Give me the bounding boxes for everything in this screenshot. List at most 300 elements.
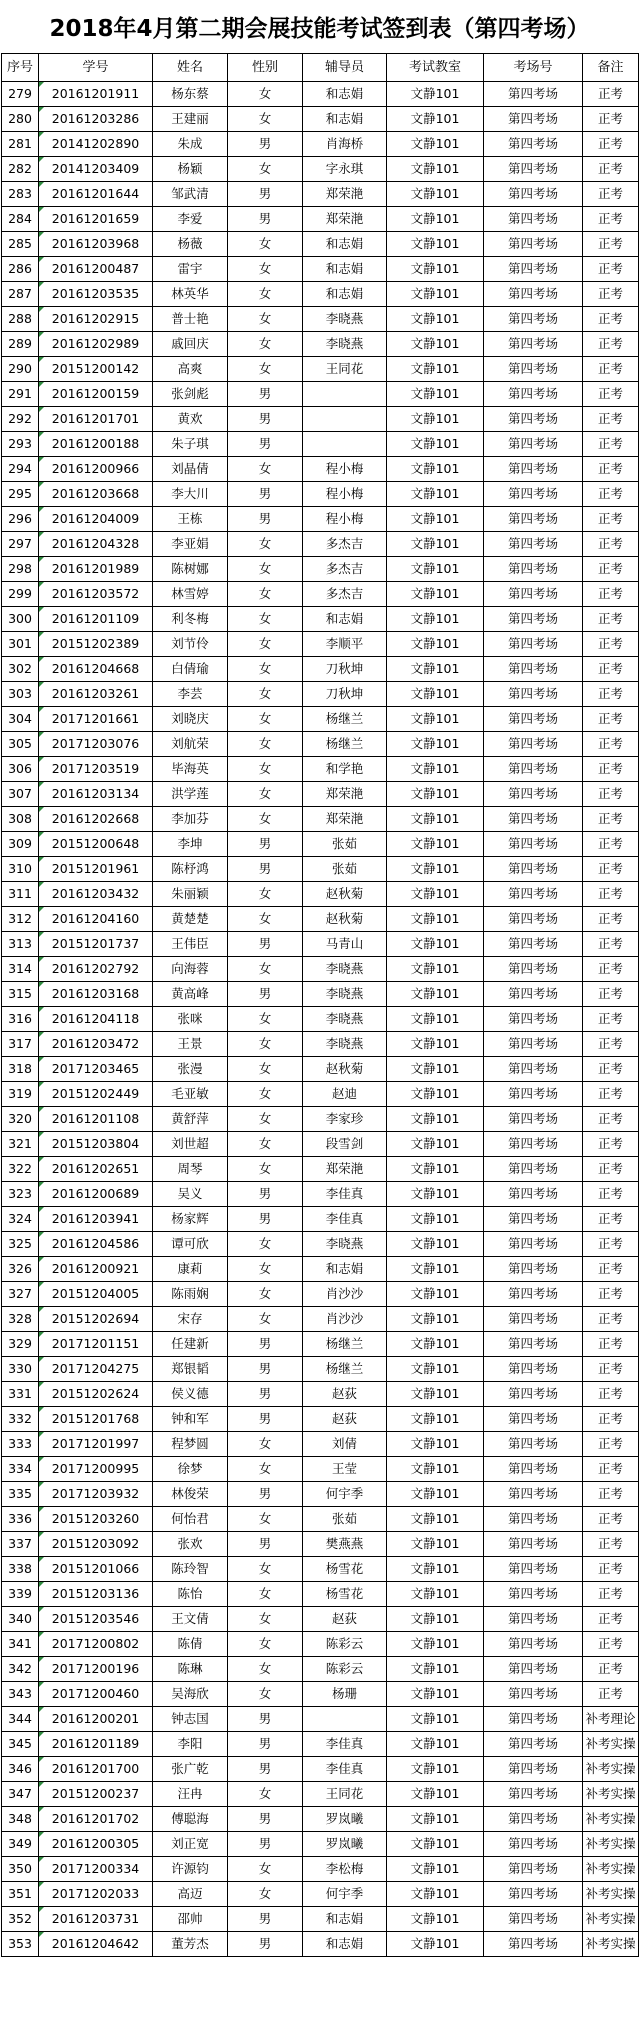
cell-gender: 女 (228, 732, 303, 757)
cell-name: 王伟臣 (153, 932, 228, 957)
cell-student-id: 20161203968 (39, 232, 153, 257)
cell-counselor: 杨珊 (303, 1682, 387, 1707)
cell-classroom: 文静101 (387, 932, 484, 957)
cell-gender: 男 (228, 1357, 303, 1382)
cell-gender: 男 (228, 1707, 303, 1732)
cell-counselor: 李晓燕 (303, 1032, 387, 1057)
header-cell-gender: 性别 (228, 54, 303, 82)
cell-gender: 男 (228, 1482, 303, 1507)
cell-exam-room: 第四考场 (484, 532, 583, 557)
cell-exam-room: 第四考场 (484, 757, 583, 782)
cell-remark: 正考 (583, 1007, 639, 1032)
table-row (2, 1332, 639, 1357)
cell-exam-room: 第四考场 (484, 857, 583, 882)
cell-seq: 325 (2, 1232, 39, 1257)
cell-seq: 349 (2, 1832, 39, 1857)
cell-remark: 正考 (583, 807, 639, 832)
cell-gender: 女 (228, 1132, 303, 1157)
cell-exam-room: 第四考场 (484, 507, 583, 532)
cell-counselor: 李晓燕 (303, 1232, 387, 1257)
table-row (2, 582, 639, 607)
cell-gender: 女 (228, 682, 303, 707)
cell-classroom: 文静101 (387, 1182, 484, 1207)
cell-remark: 正考 (583, 757, 639, 782)
cell-name: 王建丽 (153, 107, 228, 132)
cell-classroom: 文静101 (387, 1007, 484, 1032)
cell-student-id: 20161202915 (39, 307, 153, 332)
cell-seq: 287 (2, 282, 39, 307)
cell-counselor: 李顺平 (303, 632, 387, 657)
cell-student-id: 20161201189 (39, 1732, 153, 1757)
cell-exam-room: 第四考场 (484, 657, 583, 682)
cell-classroom: 文静101 (387, 1532, 484, 1557)
cell-exam-room: 第四考场 (484, 1682, 583, 1707)
table-row (2, 432, 639, 457)
cell-classroom: 文静101 (387, 182, 484, 207)
cell-seq: 350 (2, 1857, 39, 1882)
cell-name: 李爱 (153, 207, 228, 232)
cell-classroom: 文静101 (387, 1507, 484, 1532)
cell-seq: 351 (2, 1882, 39, 1907)
table-row (2, 457, 639, 482)
cell-remark: 正考 (583, 1507, 639, 1532)
table-row (2, 982, 639, 1007)
table-row (2, 932, 639, 957)
table-row (2, 1307, 639, 1332)
cell-exam-room: 第四考场 (484, 732, 583, 757)
table-row (2, 1132, 639, 1157)
cell-seq: 304 (2, 707, 39, 732)
cell-name: 陈玲智 (153, 1557, 228, 1582)
cell-exam-room: 第四考场 (484, 307, 583, 332)
table-row (2, 1857, 639, 1882)
cell-remark: 正考 (583, 857, 639, 882)
cell-classroom: 文静101 (387, 432, 484, 457)
cell-name: 林俊荣 (153, 1482, 228, 1507)
cell-gender: 男 (228, 432, 303, 457)
cell-remark: 正考 (583, 1307, 639, 1332)
cell-gender: 女 (228, 607, 303, 632)
cell-student-id: 20171203932 (39, 1482, 153, 1507)
cell-counselor: 和学艳 (303, 757, 387, 782)
cell-name: 张广乾 (153, 1757, 228, 1782)
cell-name: 王栋 (153, 507, 228, 532)
cell-counselor: 王同花 (303, 357, 387, 382)
cell-name: 宋存 (153, 1307, 228, 1332)
cell-seq: 327 (2, 1282, 39, 1307)
cell-classroom: 文静101 (387, 532, 484, 557)
cell-counselor: 李晓燕 (303, 982, 387, 1007)
cell-counselor: 杨继兰 (303, 1332, 387, 1357)
cell-seq: 302 (2, 657, 39, 682)
cell-student-id: 20161200921 (39, 1257, 153, 1282)
cell-remark: 正考 (583, 432, 639, 457)
table-row (2, 207, 639, 232)
cell-counselor: 和志娟 (303, 1907, 387, 1932)
cell-classroom: 文静101 (387, 1582, 484, 1607)
cell-seq: 330 (2, 1357, 39, 1382)
cell-counselor: 张茹 (303, 1507, 387, 1532)
table-row (2, 1432, 639, 1457)
cell-counselor: 陈彩云 (303, 1657, 387, 1682)
cell-remark: 正考 (583, 557, 639, 582)
cell-remark: 正考 (583, 932, 639, 957)
cell-student-id: 20171204275 (39, 1357, 153, 1382)
cell-remark: 正考 (583, 657, 639, 682)
cell-remark: 正考 (583, 1057, 639, 1082)
cell-seq: 291 (2, 382, 39, 407)
table-row (2, 1232, 639, 1257)
cell-seq: 308 (2, 807, 39, 832)
cell-classroom: 文静101 (387, 707, 484, 732)
cell-student-id: 20161204328 (39, 532, 153, 557)
cell-remark: 补考实操 (583, 1932, 639, 1957)
cell-remark: 正考 (583, 157, 639, 182)
cell-student-id: 20151203260 (39, 1507, 153, 1532)
cell-remark: 正考 (583, 257, 639, 282)
cell-name: 刘正宽 (153, 1832, 228, 1857)
cell-gender: 男 (228, 1807, 303, 1832)
cell-remark: 正考 (583, 1632, 639, 1657)
cell-exam-room: 第四考场 (484, 407, 583, 432)
cell-classroom: 文静101 (387, 1432, 484, 1457)
table-row (2, 507, 639, 532)
cell-classroom: 文静101 (387, 1157, 484, 1182)
cell-exam-room: 第四考场 (484, 1132, 583, 1157)
cell-remark: 正考 (583, 1282, 639, 1307)
table-row (2, 857, 639, 882)
cell-student-id: 20161203472 (39, 1032, 153, 1057)
cell-gender: 女 (228, 1432, 303, 1457)
cell-exam-room: 第四考场 (484, 1232, 583, 1257)
cell-student-id: 20151202389 (39, 632, 153, 657)
cell-name: 张咪 (153, 1007, 228, 1032)
cell-student-id: 20171200995 (39, 1457, 153, 1482)
cell-classroom: 文静101 (387, 582, 484, 607)
cell-exam-room: 第四考场 (484, 1157, 583, 1182)
cell-seq: 353 (2, 1932, 39, 1957)
cell-name: 陈琳 (153, 1657, 228, 1682)
cell-name: 邹武清 (153, 182, 228, 207)
table-row (2, 1682, 639, 1707)
sheet-title: 2018年4月第二期会展技能考试签到表（第四考场） (49, 16, 590, 42)
cell-student-id: 20171200802 (39, 1632, 153, 1657)
header-cell-student-id: 学号 (39, 54, 153, 82)
cell-gender: 女 (228, 357, 303, 382)
table-row (2, 1607, 639, 1632)
cell-name: 许源钧 (153, 1857, 228, 1882)
cell-seq: 313 (2, 932, 39, 957)
cell-student-id: 20161203286 (39, 107, 153, 132)
cell-student-id: 20161200201 (39, 1707, 153, 1732)
cell-student-id: 20171200196 (39, 1657, 153, 1682)
table-row (2, 707, 639, 732)
cell-exam-room: 第四考场 (484, 1357, 583, 1382)
cell-counselor: 和志娟 (303, 257, 387, 282)
cell-counselor (303, 1707, 387, 1732)
cell-counselor: 杨继兰 (303, 707, 387, 732)
cell-exam-room: 第四考场 (484, 1457, 583, 1482)
cell-student-id: 20161203261 (39, 682, 153, 707)
cell-exam-room: 第四考场 (484, 1382, 583, 1407)
cell-classroom: 文静101 (387, 1407, 484, 1432)
cell-gender: 男 (228, 1832, 303, 1857)
table-row (2, 82, 639, 107)
cell-name: 杨颖 (153, 157, 228, 182)
cell-student-id: 20161202989 (39, 332, 153, 357)
cell-name: 程梦圆 (153, 1432, 228, 1457)
cell-gender: 女 (228, 1882, 303, 1907)
cell-exam-room: 第四考场 (484, 1282, 583, 1307)
cell-student-id: 20151201737 (39, 932, 153, 957)
cell-exam-room: 第四考场 (484, 482, 583, 507)
cell-exam-room: 第四考场 (484, 1557, 583, 1582)
cell-counselor: 刀秋坤 (303, 657, 387, 682)
cell-seq: 295 (2, 482, 39, 507)
cell-seq: 341 (2, 1632, 39, 1657)
cell-name: 黄欢 (153, 407, 228, 432)
cell-exam-room: 第四考场 (484, 1782, 583, 1807)
cell-remark: 正考 (583, 732, 639, 757)
cell-student-id: 20161204586 (39, 1232, 153, 1257)
cell-counselor: 多杰吉 (303, 557, 387, 582)
table-row (2, 1507, 639, 1532)
cell-seq: 280 (2, 107, 39, 132)
table-row (2, 1882, 639, 1907)
table-row (2, 557, 639, 582)
cell-seq: 286 (2, 257, 39, 282)
table-row (2, 1482, 639, 1507)
cell-remark: 正考 (583, 382, 639, 407)
cell-name: 杨家辉 (153, 1207, 228, 1232)
cell-name: 陈怡 (153, 1582, 228, 1607)
cell-counselor: 和志娟 (303, 1257, 387, 1282)
cell-name: 李亚娟 (153, 532, 228, 557)
cell-exam-room: 第四考场 (484, 82, 583, 107)
cell-classroom: 文静101 (387, 1757, 484, 1782)
cell-classroom: 文静101 (387, 1032, 484, 1057)
cell-exam-room: 第四考场 (484, 1257, 583, 1282)
cell-exam-room: 第四考场 (484, 282, 583, 307)
cell-counselor: 刘倩 (303, 1432, 387, 1457)
cell-gender: 女 (228, 1557, 303, 1582)
cell-exam-room: 第四考场 (484, 782, 583, 807)
cell-name: 任建新 (153, 1332, 228, 1357)
cell-student-id: 20151203804 (39, 1132, 153, 1157)
table-row (2, 632, 639, 657)
cell-name: 陈杼鸿 (153, 857, 228, 882)
cell-remark: 正考 (583, 182, 639, 207)
cell-student-id: 20161203134 (39, 782, 153, 807)
cell-student-id: 20161203731 (39, 1907, 153, 1932)
cell-seq: 301 (2, 632, 39, 657)
cell-gender: 男 (228, 207, 303, 232)
cell-gender: 女 (228, 1507, 303, 1532)
cell-exam-room: 第四考场 (484, 1832, 583, 1857)
cell-remark: 正考 (583, 1657, 639, 1682)
cell-classroom: 文静101 (387, 607, 484, 632)
cell-gender: 女 (228, 1607, 303, 1632)
cell-gender: 女 (228, 907, 303, 932)
table-row (2, 807, 639, 832)
cell-name: 吴海欣 (153, 1682, 228, 1707)
cell-exam-room: 第四考场 (484, 1482, 583, 1507)
cell-remark: 正考 (583, 1107, 639, 1132)
cell-seq: 315 (2, 982, 39, 1007)
cell-counselor: 和志娟 (303, 282, 387, 307)
cell-remark: 正考 (583, 457, 639, 482)
cell-classroom: 文静101 (387, 1682, 484, 1707)
cell-name: 李大川 (153, 482, 228, 507)
cell-remark: 补考理论 (583, 1707, 639, 1732)
cell-classroom: 文静101 (387, 332, 484, 357)
cell-name: 刘晶倩 (153, 457, 228, 482)
cell-classroom: 文静101 (387, 1882, 484, 1907)
cell-gender: 男 (228, 182, 303, 207)
cell-classroom: 文静101 (387, 982, 484, 1007)
cell-classroom: 文静101 (387, 157, 484, 182)
cell-classroom: 文静101 (387, 1357, 484, 1382)
cell-counselor: 樊燕燕 (303, 1532, 387, 1557)
cell-counselor: 肖沙沙 (303, 1307, 387, 1332)
cell-student-id: 20171201151 (39, 1332, 153, 1357)
table-row (2, 882, 639, 907)
cell-exam-room: 第四考场 (484, 1032, 583, 1057)
cell-counselor: 李佳真 (303, 1207, 387, 1232)
cell-name: 张剑彪 (153, 382, 228, 407)
cell-classroom: 文静101 (387, 732, 484, 757)
cell-student-id: 20151202449 (39, 1082, 153, 1107)
cell-exam-room: 第四考场 (484, 1307, 583, 1332)
cell-counselor: 李晓燕 (303, 957, 387, 982)
cell-remark: 正考 (583, 282, 639, 307)
table-row (2, 332, 639, 357)
cell-remark: 正考 (583, 1607, 639, 1632)
cell-seq: 284 (2, 207, 39, 232)
cell-seq: 309 (2, 832, 39, 857)
cell-gender: 男 (228, 1757, 303, 1782)
cell-classroom: 文静101 (387, 657, 484, 682)
cell-seq: 342 (2, 1657, 39, 1682)
header-cell-remark: 备注 (583, 54, 639, 82)
cell-gender: 女 (228, 157, 303, 182)
table-row (2, 1257, 639, 1282)
cell-name: 刘节伶 (153, 632, 228, 657)
cell-name: 刘世超 (153, 1132, 228, 1157)
cell-name: 普士艳 (153, 307, 228, 332)
cell-classroom: 文静101 (387, 682, 484, 707)
cell-remark: 正考 (583, 1682, 639, 1707)
cell-classroom: 文静101 (387, 507, 484, 532)
cell-remark: 正考 (583, 232, 639, 257)
cell-exam-room: 第四考场 (484, 1507, 583, 1532)
table-row (2, 1457, 639, 1482)
cell-counselor: 杨继兰 (303, 1357, 387, 1382)
cell-name: 林英华 (153, 282, 228, 307)
cell-remark: 正考 (583, 82, 639, 107)
cell-gender: 男 (228, 407, 303, 432)
table-row (2, 1407, 639, 1432)
cell-counselor: 郑荣滟 (303, 182, 387, 207)
cell-remark: 正考 (583, 407, 639, 432)
header-row (2, 54, 639, 82)
table-row (2, 1582, 639, 1607)
cell-student-id: 20161202792 (39, 957, 153, 982)
cell-classroom: 文静101 (387, 1082, 484, 1107)
header-cell-exam-room: 考场号 (484, 54, 583, 82)
cell-seq: 294 (2, 457, 39, 482)
cell-counselor: 赵荻 (303, 1607, 387, 1632)
sign-in-table (1, 53, 639, 1957)
cell-name: 吴义 (153, 1182, 228, 1207)
cell-remark: 补考实操 (583, 1857, 639, 1882)
cell-exam-room: 第四考场 (484, 332, 583, 357)
cell-remark: 补考实操 (583, 1907, 639, 1932)
cell-gender: 男 (228, 482, 303, 507)
cell-gender: 女 (228, 332, 303, 357)
cell-gender: 女 (228, 957, 303, 982)
table-row (2, 1182, 639, 1207)
cell-seq: 348 (2, 1807, 39, 1832)
cell-remark: 正考 (583, 957, 639, 982)
cell-counselor: 赵荻 (303, 1382, 387, 1407)
cell-seq: 324 (2, 1207, 39, 1232)
table-row (2, 407, 639, 432)
cell-exam-room: 第四考场 (484, 107, 583, 132)
cell-student-id: 20161203535 (39, 282, 153, 307)
cell-counselor: 肖沙沙 (303, 1282, 387, 1307)
table-row (2, 1932, 639, 1957)
cell-counselor: 字永琪 (303, 157, 387, 182)
cell-exam-room: 第四考场 (484, 457, 583, 482)
cell-student-id: 20161200305 (39, 1832, 153, 1857)
cell-gender: 男 (228, 932, 303, 957)
cell-remark: 正考 (583, 1557, 639, 1582)
table-row (2, 957, 639, 982)
cell-gender: 女 (228, 782, 303, 807)
cell-gender: 男 (228, 507, 303, 532)
cell-counselor: 郑荣滟 (303, 207, 387, 232)
cell-remark: 补考实操 (583, 1807, 639, 1832)
cell-exam-room: 第四考场 (484, 1632, 583, 1657)
cell-name: 李加芬 (153, 807, 228, 832)
cell-student-id: 20161203432 (39, 882, 153, 907)
cell-classroom: 文静101 (387, 757, 484, 782)
cell-seq: 303 (2, 682, 39, 707)
cell-gender: 女 (228, 632, 303, 657)
cell-gender: 女 (228, 707, 303, 732)
cell-counselor: 多杰吉 (303, 582, 387, 607)
cell-exam-room: 第四考场 (484, 1707, 583, 1732)
cell-name: 张漫 (153, 1057, 228, 1082)
cell-classroom: 文静101 (387, 882, 484, 907)
cell-seq: 320 (2, 1107, 39, 1132)
cell-exam-room: 第四考场 (484, 432, 583, 457)
cell-seq: 288 (2, 307, 39, 332)
cell-seq: 338 (2, 1557, 39, 1582)
table-row (2, 1382, 639, 1407)
cell-seq: 334 (2, 1457, 39, 1482)
cell-exam-room: 第四考场 (484, 1907, 583, 1932)
cell-gender: 女 (228, 1307, 303, 1332)
cell-counselor: 马青山 (303, 932, 387, 957)
cell-gender: 男 (228, 1907, 303, 1932)
cell-counselor: 李晓燕 (303, 332, 387, 357)
cell-seq: 314 (2, 957, 39, 982)
table-row (2, 1732, 639, 1757)
cell-exam-room: 第四考场 (484, 1057, 583, 1082)
cell-classroom: 文静101 (387, 1132, 484, 1157)
